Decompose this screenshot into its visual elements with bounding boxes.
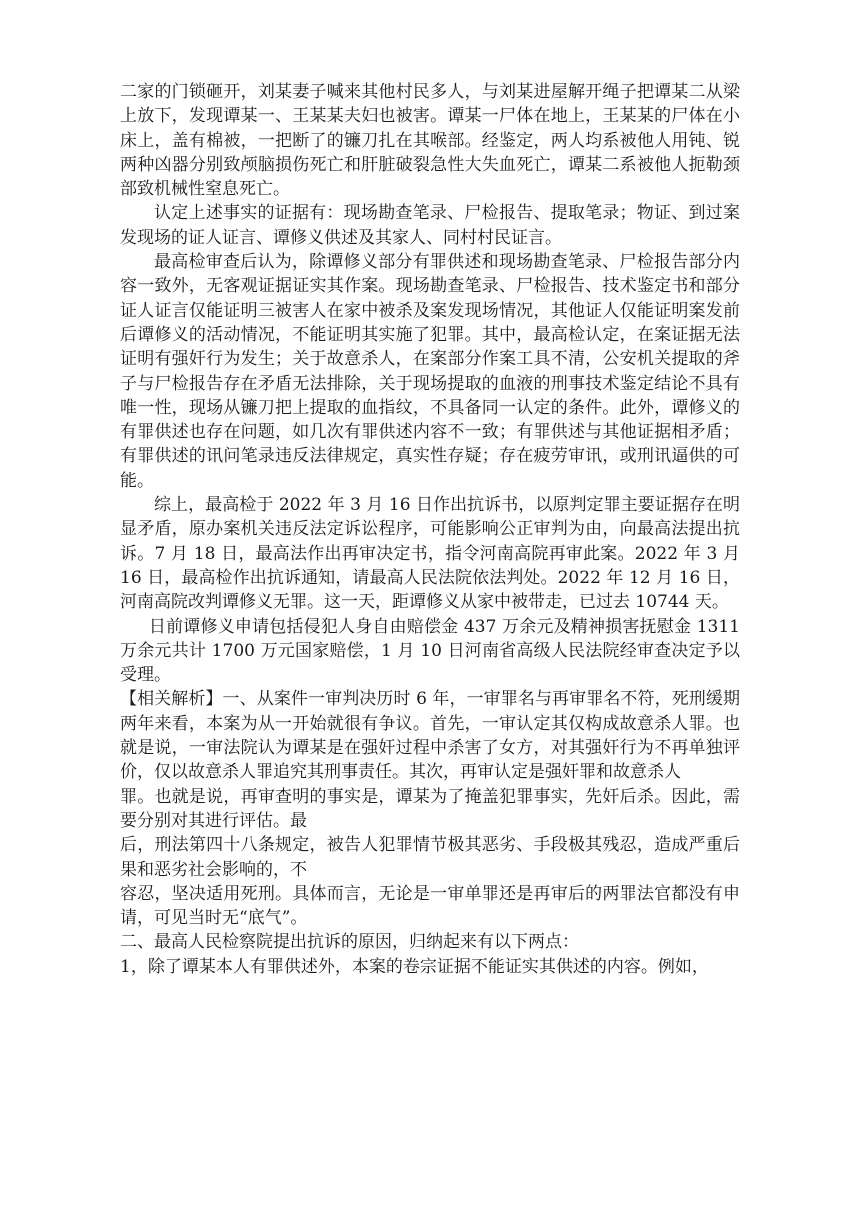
paragraph-analysis-continued-1: 罪。也就是说，再审查明的事实是，谭某为了掩盖犯罪事实，先奸后杀。因此，需要分别对其进行评估。最 — [120, 786, 740, 831]
paragraph-protest-summary: 综上，最高检于 2022 年 3 月 16 日作出抗诉书，以原判定罪主要证据存在明显矛盾，原办案机关违反法定诉讼程序，可能影响公正审判为由，向最高法提出抗诉。7 月 18 日，最高法作出再审决定书，指令河南高院再审此案。2022 年 3 月 16 日，最高检作出抗诉通知，请最高人民法院依法判处。2022 年 12 月 16 日，河南高院改判谭修义无罪。这一天，距谭修义从家中被带走，已过去 10744 天。 — [120, 495, 740, 613]
paragraph-analysis-continued-2: 后，刑法第四十八条规定，被告人犯罪情节极其恶劣、手段极其残忍，造成严重后果和恶劣社会影响的，不 — [120, 835, 740, 880]
paragraph-analysis-part-two: 二、最高人民检察院提出抗诉的原因，归纳起来有以下两点： — [120, 932, 579, 953]
paragraph-compensation: 日前谭修义申请包括侵犯人身自由赔偿金 437 万余元及精神损害抚慰金 1311 万余元共计 1700 万元国家赔偿，1 月 10 日河南省高级人民法院经审查决定予以受理。 — [120, 616, 740, 686]
paragraph-evidence-list: 认定上述事实的证据有：现场勘查笔录、尸检报告、提取笔录；物证、到过案发现场的证人证言、谭修义供述及其家人、同村村民证言。 — [120, 203, 740, 248]
paragraph-procuratorate-review: 最高检审查后认为，除谭修义部分有罪供述和现场勘查笔录、尸检报告部分内容一致外，无客观证据证实其作案。现场勘查笔录、尸检报告、技术鉴定书和部分证人证言仅能证明三被害人在家中被杀及案发现场情况，其他证人仅能证明案发前后谭修义的活动情况，不能证明其实施了犯罪。其中，最高检认定，在案证据无法证明有强奸行为发生；关于故意杀人，在案部分作案工具不清，公安机关提取的斧子与尸检报告存在矛盾无法排除，关于现场提取的血液的刑事技术鉴定结论不具有唯一性，现场从镰刀把上提取的血指纹，不具备同一认定的条件。此外，谭修义的有罪供述也存在问题，如几次有罪供述内容不一致；有罪供述与其他证据相矛盾；有罪供述的讯问笔录违反法律规定，真实性存疑；存在疲劳审讯，或刑讯逼供的可能。 — [120, 252, 740, 491]
paragraph-crime-scene: 二家的门锁砸开，刘某妻子喊来其他村民多人，与刘某进屋解开绳子把谭某二从梁上放下，发现谭某一、王某某夫妇也被害。谭某一尸体在地上，王某某的尸体在小床上，盖有棉被，一把断了的镰刀扎在其喉部。经鉴定，两人均系被他人用钝、锐两种凶器分别致颅脑损伤死亡和肝脏破裂急性大失血死亡，谭某二系被他人扼勒颈部致机械性窒息死亡。 — [120, 82, 740, 200]
paragraph-analysis-continued-3: 容忍，坚决适用死刑。具体而言，无论是一审单罪还是再审后的两罪法官都没有申请，可见当时无“底气”。 — [120, 883, 740, 929]
document-body — [120, 80, 740, 979]
paragraph-analysis-part-one: 【相关解析】一、从案件一审判决历时 6 年，一审罪名与再审罪名不符，死刑缓期两年来看，本案为从一开始就很有争议。首先，一审认定其仅构成故意杀人罪。也就是说，一审法院认为谭某是在强奸过程中杀害了女方，对其强奸行为不再单独评价，仅以故意杀人罪追究其刑事责任。其次，再审认定是强奸罪和故意杀人 — [120, 689, 740, 783]
paragraph-reason-one: 1，除了谭某本人有罪供述外，本案的卷宗证据不能证实其供述的内容。例如， — [120, 956, 709, 977]
